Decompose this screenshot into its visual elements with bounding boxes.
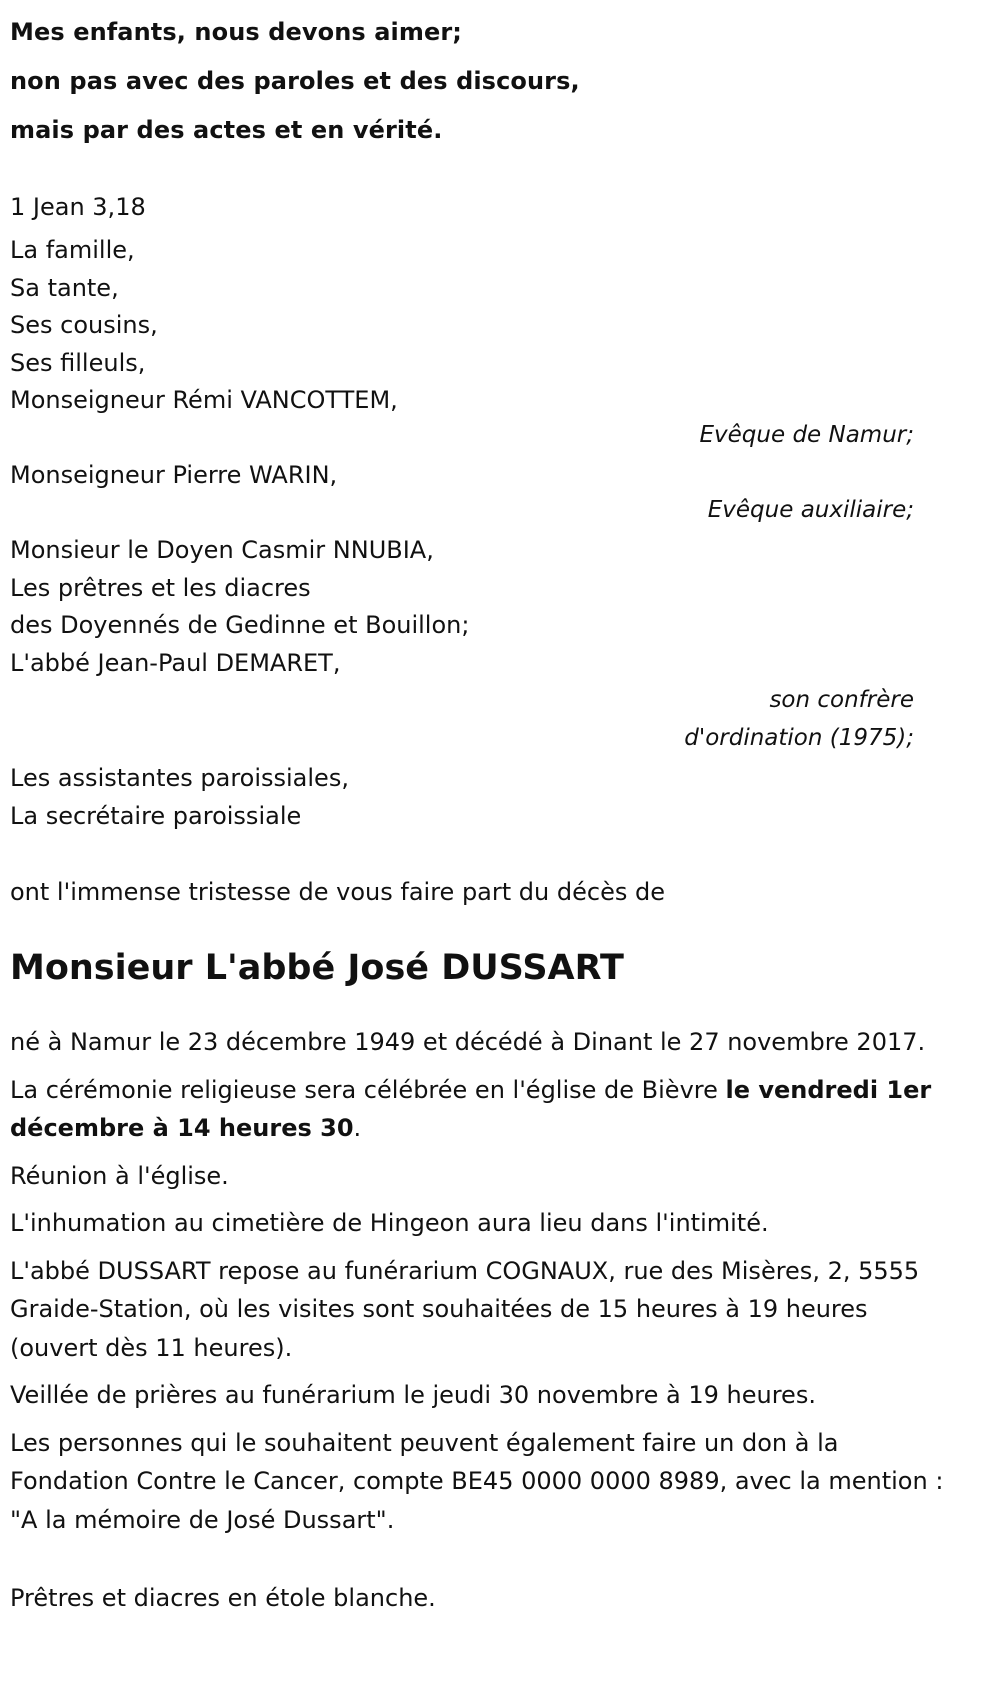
bible-quote — [10, 8, 990, 155]
donation-text: Les personnes qui le souhaitent peuvent également faire un don à la Fondation Contre le Cancer, compte BE45 0000 0000 8989, avec la mention : "A la mémoire de José Dussart". — [10, 1428, 944, 1534]
funerarium-text: L'abbé DUSSART repose au funérarium COGNAUX, rue des Misères, 2, 5555 Graide-Station, où les visites sont souhaitées de 15 heures à 19 heures (ouvert dès 11 heures). — [10, 1256, 920, 1362]
family-line: Sa tante, — [10, 273, 119, 302]
family-line: La secrétaire paroissiale — [10, 801, 302, 830]
family-line: Monseigneur Rémi VANCOTTEM, — [10, 386, 398, 414]
ceremony-text — [10, 1071, 950, 1148]
ceremony-suffix: . — [353, 1114, 362, 1142]
family-role: son confrère — [769, 687, 914, 713]
ceremony-date: le vendredi 1er décembre à 14 heures 30 — [10, 1075, 932, 1142]
family-list — [10, 232, 914, 835]
family-role: Evêque auxiliaire; — [707, 496, 914, 523]
closing-text: Prêtres et diacres en étole blanche. — [10, 1584, 436, 1612]
reunion-text: Réunion à l'église. — [10, 1161, 229, 1190]
family-line: Monseigneur Pierre WARIN, — [10, 461, 338, 489]
vigil-text: Veillée de prières au funérarium le jeudi 30 novembre à 19 heures. — [10, 1381, 816, 1409]
deceased-name: Monsieur L'abbé José DUSSART — [10, 948, 624, 988]
ceremony-prefix: La cérémonie religieuse sera célébrée en l'église de Bièvre — [10, 1075, 726, 1104]
quote-line: mais par des actes et en vérité. — [10, 116, 443, 144]
funeral-details — [10, 1023, 950, 1539]
family-line: L'abbé Jean-Paul DEMARET, — [10, 648, 341, 677]
announcement-text: ont l'immense tristesse de vous faire part du décès de — [10, 878, 665, 906]
family-line: Ses filleuls, — [10, 348, 146, 377]
family-line: Ses cousins, — [10, 311, 158, 339]
family-line: Les assistantes paroissiales, — [10, 764, 349, 792]
family-role: Evêque de Namur; — [699, 421, 914, 448]
family-line: Monsieur le Doyen Casmir NNUBIA, — [10, 536, 434, 564]
quote-line: Mes enfants, nous devons aimer; — [10, 18, 462, 46]
birth-death-text: né à Namur le 23 décembre 1949 et décédé à Dinant le 27 novembre 2017. — [10, 1028, 926, 1056]
quote-reference: 1 Jean 3,18 — [10, 193, 146, 221]
quote-line: non pas avec des paroles et des discours, — [10, 67, 580, 95]
family-role: d'ordination (1975); — [684, 724, 914, 751]
family-line: Les prêtres et les diacres — [10, 573, 311, 602]
inhumation-text: L'inhumation au cimetière de Hingeon aura lieu dans l'intimité. — [10, 1209, 769, 1237]
family-line: La famille, — [10, 236, 135, 264]
family-line: des Doyennés de Gedinne et Bouillon; — [10, 611, 470, 639]
